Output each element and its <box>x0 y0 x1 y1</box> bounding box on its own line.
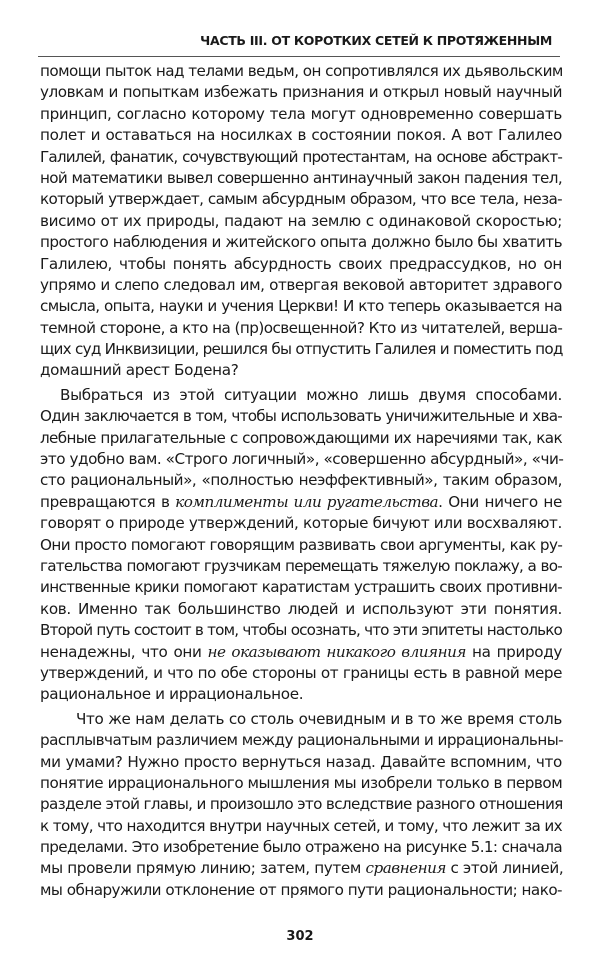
text-segment: рациональное и иррациональное. <box>40 685 304 704</box>
body-text <box>40 61 562 901</box>
text-line <box>40 556 562 577</box>
text-line <box>40 535 562 556</box>
text-line <box>40 577 562 598</box>
text-line <box>40 642 562 663</box>
text-segment: который утверждает, самым абсурдным образом, что все тела, неза- <box>40 190 562 209</box>
text-segment: висимо от их природы, падают на землю с одинаковой скоростью; <box>40 211 562 230</box>
text-segment: лебные прилагательные с сопровождающими их наречиями так, как <box>40 428 562 447</box>
text-segment: расплывчатым различием между рациональными и иррациональны- <box>40 731 564 750</box>
text-segment: полет и оставаться на носилках в состоянии покоя. А вот Галилео <box>40 126 562 145</box>
italic-text: комплименты или ругательства <box>175 492 439 511</box>
text-line <box>40 794 562 815</box>
text-line <box>40 168 562 189</box>
text-line <box>40 816 562 837</box>
text-segment: пределами. Это изобретение было отражено на рисунке 5.1: сначала <box>40 838 562 857</box>
text-segment: ной математики вывел совершенно антинаучный закон падения тел, <box>40 168 562 187</box>
text-line <box>40 752 562 773</box>
text-segment: на природу <box>465 642 562 661</box>
text-segment: Галилей, фанатик, сочувствующий протестантам, на основе абстракт- <box>40 147 562 166</box>
text-segment: Что же нам делать со столь очевидным и в то же время столь <box>76 709 562 728</box>
text-segment: мы обнаружили отклонение от прямого пути рациональности; нако- <box>40 880 562 899</box>
text-line <box>40 880 562 901</box>
text-segment: щих суд Инквизиции, решился бы отпустить Галилея и поместить под <box>40 340 563 359</box>
text-segment: утверждений, и что по обе стороны от границы есть в равной мере <box>40 663 562 682</box>
text-line <box>40 449 562 470</box>
text-segment: сто рациональный», «полностью неэффективный», таким образом, <box>40 471 562 490</box>
text-line <box>40 599 562 620</box>
text-line <box>40 125 562 146</box>
text-line <box>40 254 562 275</box>
text-segment: с этой линией, <box>445 859 564 878</box>
page-number: 302 <box>286 929 314 944</box>
text-segment: помощи пыток над телами ведьм, он сопротивлялся их дьявольским <box>40 62 563 80</box>
text-line <box>40 232 562 253</box>
text-segment: понятие иррационального мышления мы изобрели только в первом <box>40 773 563 792</box>
text-segment: говорят о природе утверждений, которые бичуют или восхваляют. <box>40 514 562 533</box>
text-line <box>40 730 562 751</box>
text-line <box>40 858 562 879</box>
text-segment: ненадежны, что они <box>40 642 208 661</box>
text-line <box>40 663 562 684</box>
text-line <box>40 620 562 641</box>
text-line <box>40 275 562 296</box>
text-segment: смысла, опыта, науки и учения Церкви! И кто теперь оказывается на <box>40 297 562 316</box>
text-segment: инственные крики помогают каратистам устрашить своих противни- <box>40 578 562 597</box>
text-line <box>40 189 562 210</box>
text-segment: Они просто помогают говорящим развивать свои аргументы, как ру- <box>40 535 563 554</box>
text-line <box>40 684 562 705</box>
text-line <box>40 211 562 232</box>
text-line <box>40 837 562 858</box>
text-segment: ков. Именно так большинство людей и используют эти понятия. <box>40 599 562 618</box>
text-segment: к тому, что находится внутри научных сетей, и тому, что лежит за их <box>40 816 562 835</box>
text-line <box>40 147 562 168</box>
text-segment: превращаются в <box>40 492 176 511</box>
text-line <box>40 104 562 125</box>
text-line <box>40 318 562 339</box>
header-rule <box>38 56 560 57</box>
text-line <box>40 385 562 406</box>
text-line <box>40 296 562 317</box>
text-segment: Галилею, чтобы понять абсурдность своих предрассудков, но он <box>40 254 562 273</box>
italic-text: не оказывают никакого влияния <box>207 642 466 661</box>
text-segment: принцип, согласно которому тела могут одновременно совершать <box>40 104 562 123</box>
text-segment: простого наблюдения и житейского опыта должно было бы хватить <box>40 233 562 252</box>
text-segment: уловкам и попыткам избежать признания и открыл новый научный <box>40 83 562 102</box>
text-segment: домашний арест Бодена? <box>40 361 239 380</box>
text-line <box>40 82 562 103</box>
text-line <box>40 428 562 449</box>
text-segment: это удобно вам. «Строго логичный», «совершенно абсурдный», «чи- <box>40 450 564 469</box>
text-line <box>40 773 562 794</box>
running-header: ЧАСТЬ III. ОТ КОРОТКИХ СЕТЕЙ К ПРОТЯЖЕННЫМ <box>200 33 552 48</box>
italic-text: сравнения <box>365 859 446 878</box>
text-line <box>40 513 562 534</box>
text-segment: мы провели прямую линию; затем, путем <box>40 859 366 878</box>
text-line <box>40 709 562 730</box>
text-segment: Один заключается в том, чтобы использовать уничижительные и хва- <box>40 407 562 426</box>
text-line <box>40 406 562 427</box>
text-line <box>40 339 562 360</box>
text-segment: ми умами? Нужно просто вернуться назад. Давайте вспомним, что <box>40 752 562 771</box>
text-segment: разделе этой главы, и произошло это вследствие разного отношения <box>40 795 563 814</box>
text-segment: Второй путь состоит в том, чтобы осознать, что эти эпитеты настолько <box>40 621 562 640</box>
text-segment: темной стороне, а кто на (пр)освещенной? Кто из читателей, верша- <box>40 318 563 337</box>
text-line <box>40 492 562 513</box>
text-segment: Выбраться из этой ситуации можно лишь двумя способами. <box>60 385 562 404</box>
text-line <box>40 360 562 381</box>
text-line <box>40 61 562 82</box>
text-segment: упрямо и слепо следовал им, отвергая вековой авторитет здравого <box>40 275 562 294</box>
text-segment: . Они ничего не <box>438 492 562 511</box>
text-segment: гательства помогают грузчикам перемещать тяжелую поклажу, а во- <box>40 556 562 575</box>
text-line <box>40 470 562 491</box>
